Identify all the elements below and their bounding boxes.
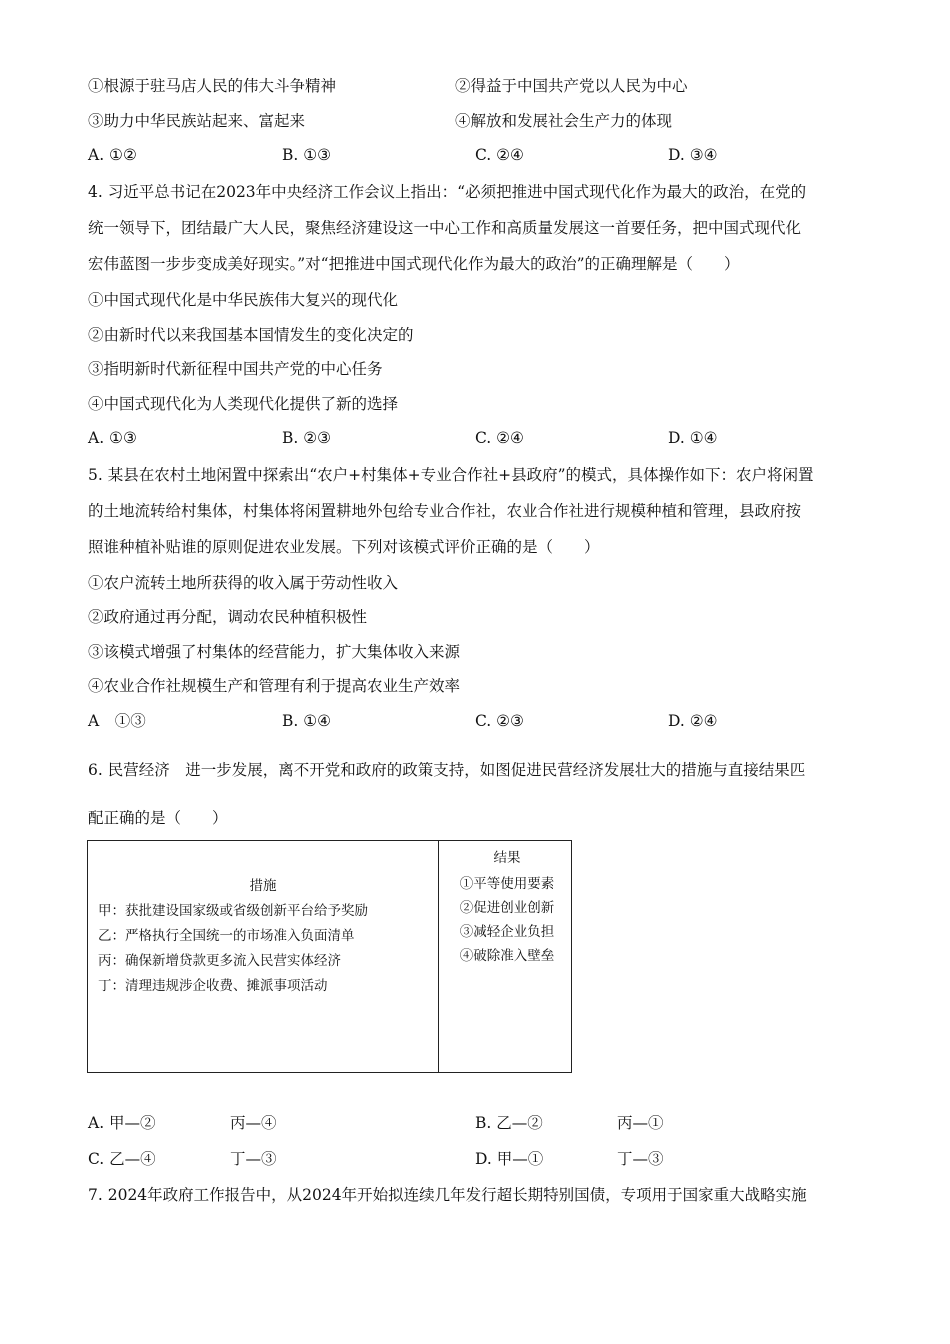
q5-option-a[interactable]: A ①③ (88, 712, 146, 730)
q5-stem-line-1: 5. 某县在农村土地闲置中探索出“农户+村集体+专业合作社+县政府”的模式，具体操作如下：农户将闲置 (88, 466, 814, 484)
q4-stem-line-3: 宏伟蓝图一步步变成美好现实。”对“把推进中国式现代化作为最大的政治”的正确理解是（ ） (88, 255, 740, 273)
measure-yi: 乙：严格执行全国统一的市场准入负面清单 (98, 928, 355, 944)
measure-jia: 甲：获批建设国家级或省级创新平台给予奖励 (98, 903, 368, 919)
q4-stem-line-2: 统一领导下，团结最广大人民，聚焦经济建设这一中心工作和高质量发展这一首要任务，把中国式现代化 (88, 219, 802, 237)
q6-option-c[interactable]: C. 乙—④ (88, 1150, 156, 1168)
measures-results-table (87, 840, 572, 1073)
q4-statement-1: ①中国式现代化是中华民族伟大复兴的现代化 (88, 291, 399, 309)
q5-stem-line-3: 照谁种植补贴谁的原则促进农业发展。下列对该模式评价正确的是（ ） (88, 538, 600, 556)
q4-option-b[interactable]: B. ②③ (282, 429, 332, 447)
q6-option-a-second: 丙—④ (230, 1114, 277, 1132)
q7-stem-line-1: 7. 2024年政府工作报告中，从2024年开始拟连续几年发行超长期特别国债，专项用于国家重大战略实施 (88, 1186, 807, 1204)
q3-option-c[interactable]: C. ②④ (475, 146, 524, 164)
q5-statement-3: ③该模式增强了村集体的经营能力，扩大集体收入来源 (88, 643, 461, 661)
q5-option-b[interactable]: B. ①④ (282, 712, 332, 730)
q4-statement-4: ④中国式现代化为人类现代化提供了新的选择 (88, 395, 399, 413)
q6-option-d-second: 丁—③ (617, 1150, 664, 1168)
q3-option-d[interactable]: D. ③④ (668, 146, 718, 164)
measure-ding: 丁：清理违规涉企收费、摊派事项活动 (98, 978, 328, 994)
q5-statement-4: ④农业合作社规模生产和管理有利于提高农业生产效率 (88, 677, 461, 695)
measure-bing: 丙：确保新增贷款更多流入民营实体经济 (98, 953, 341, 969)
q4-option-a[interactable]: A. ①③ (88, 429, 137, 447)
q4-statement-2: ②由新时代以来我国基本国情发生的变化决定的 (88, 326, 414, 344)
q3-option-a[interactable]: A. ①② (88, 146, 137, 164)
result-1: ①平等使用要素 (459, 876, 555, 892)
q5-option-d[interactable]: D. ②④ (668, 712, 718, 730)
results-header: 结果 (493, 850, 521, 866)
q6-option-b[interactable]: B. 乙—② (475, 1114, 543, 1132)
q6-option-c-second: 丁—③ (230, 1150, 277, 1168)
result-3: ③减轻企业负担 (459, 924, 555, 940)
q4-statement-3: ③指明新时代新征程中国共产党的中心任务 (88, 360, 383, 378)
q5-stem-line-2: 的土地流转给村集体，村集体将闲置耕地外包给专业合作社，农业合作社进行规模种植和管理，县政府按 (88, 502, 802, 520)
q4-stem-line-1: 4. 习近平总书记在2023年中央经济工作会议上指出：“必须把推进中国式现代化作为最大的政治，在党的 (88, 183, 807, 201)
q3-statement-3: ③助力中华民族站起来、富起来 (88, 112, 306, 130)
q3-statement-1: ①根源于驻马店人民的伟大斗争精神 (88, 77, 337, 95)
q5-option-c[interactable]: C. ②③ (475, 712, 524, 730)
q4-option-c[interactable]: C. ②④ (475, 429, 524, 447)
q3-statement-4: ④解放和发展社会生产力的体现 (455, 112, 673, 130)
q5-statement-1: ①农户流转土地所获得的收入属于劳动性收入 (88, 574, 399, 592)
q6-stem-line-2: 配正确的是（ ） (88, 809, 228, 827)
result-4: ④破除准入壁垒 (459, 948, 555, 964)
q6-option-b-second: 丙—① (617, 1114, 664, 1132)
q3-option-b[interactable]: B. ①③ (282, 146, 332, 164)
q6-stem-line-1: 6. 民营经济 进一步发展，离不开党和政府的政策支持，如图促进民营经济发展壮大的措施与直接结果匹 (88, 761, 806, 779)
q5-statement-2: ②政府通过再分配，调动农民种植积极性 (88, 608, 368, 626)
table-divider (438, 841, 439, 1072)
measures-header: 措施 (249, 878, 277, 894)
q3-statement-2: ②得益于中国共产党以人民为中心 (455, 77, 688, 95)
measures-column (98, 853, 428, 1002)
results-column (448, 849, 566, 971)
q4-option-d[interactable]: D. ①④ (668, 429, 718, 447)
q6-option-d[interactable]: D. 甲—① (475, 1150, 544, 1168)
result-2: ②促进创业创新 (459, 900, 555, 916)
q6-option-a[interactable]: A. 甲—② (88, 1114, 156, 1132)
